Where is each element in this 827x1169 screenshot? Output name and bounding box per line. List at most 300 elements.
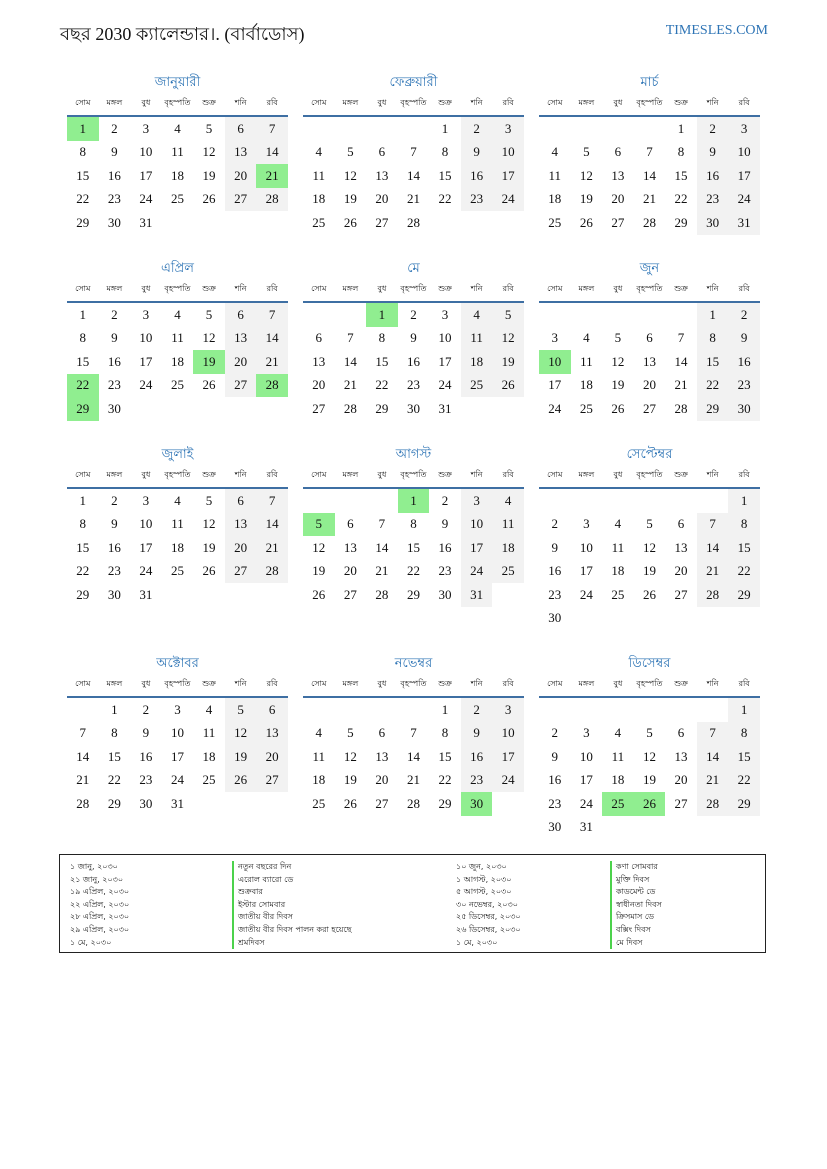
day-cell: 10	[579, 539, 593, 555]
empty-cell	[335, 303, 367, 327]
day-cell: 29	[406, 586, 420, 602]
day-cell: 27	[343, 586, 357, 602]
day-cell: 21	[406, 772, 420, 788]
day-grid	[67, 698, 288, 816]
day-cell: 2	[728, 303, 760, 327]
day-cell: 8	[728, 513, 760, 537]
day-cell: 8	[441, 725, 449, 741]
day-cell: 5	[646, 516, 653, 532]
day-cell: 15	[107, 748, 121, 764]
day-cell: 10	[139, 330, 153, 346]
day-cell: 19	[202, 539, 216, 555]
day-cell: 21	[642, 191, 656, 207]
day-cell: 28	[256, 188, 288, 212]
day-cell: 17	[492, 745, 524, 769]
day-cell: 22	[107, 772, 121, 788]
day-cell: 27	[225, 560, 257, 584]
day-cell: 17	[438, 353, 452, 369]
day-cell: 18	[170, 167, 184, 183]
legend-holiday-name: শুক্রবার	[232, 886, 352, 899]
site-link[interactable]: TIMESLES.COM	[665, 23, 768, 38]
day-cell: 4	[614, 725, 622, 741]
day-cell: 28	[674, 400, 688, 416]
empty-cell	[665, 698, 697, 722]
month-name: অক্টোবর	[156, 655, 199, 670]
day-cell: 28	[76, 795, 90, 811]
weekday-label: বুধ	[141, 679, 151, 688]
month-name: এপ্রিল	[161, 260, 194, 275]
day-cell: 29	[674, 214, 688, 230]
day-cell: 31	[139, 586, 153, 602]
day-cell: 30	[107, 400, 121, 416]
weekday-label: শনি	[234, 284, 247, 293]
day-cell: 29	[728, 583, 760, 607]
day-cell: 11	[492, 513, 524, 537]
month-block	[67, 651, 288, 831]
month-name: মে	[407, 260, 420, 275]
day-grid	[539, 489, 760, 630]
weekday-label: শুক্র	[202, 284, 216, 293]
day-cell: 17	[170, 748, 184, 764]
day-cell: 19	[343, 772, 357, 788]
day-cell: 6	[614, 144, 622, 160]
legend-holiday-name: ইস্টার সোমবার	[232, 899, 352, 912]
day-cell: 2	[461, 698, 493, 722]
day-cell: 7	[410, 144, 417, 160]
day-cell: 22	[674, 191, 688, 207]
day-cell: 28	[343, 400, 357, 416]
legend-holiday-name: কাডমেন্ট ডে	[610, 886, 662, 899]
day-cell: 30	[107, 586, 121, 602]
day-cell: 12	[202, 330, 216, 346]
day-cell: 24	[492, 769, 524, 793]
day-cell: 10	[461, 513, 493, 537]
day-cell: 17	[579, 772, 593, 788]
weekday-header	[67, 97, 288, 117]
day-cell: 7	[697, 722, 729, 746]
month-block	[67, 70, 288, 250]
legend-date: ২৫ ডিসেম্বর, ২০৩০	[456, 912, 521, 922]
day-cell: 21	[76, 772, 90, 788]
day-cell: 4	[205, 701, 213, 717]
day-grid	[539, 698, 760, 839]
day-cell: 8	[79, 516, 87, 532]
day-cell: 24	[492, 188, 524, 212]
day-cell: 5	[492, 303, 524, 327]
day-cell: 23	[107, 563, 121, 579]
day-cell: 26	[202, 563, 216, 579]
day-cell: 15	[375, 353, 389, 369]
day-cell: 15	[728, 745, 760, 769]
empty-cell	[571, 698, 603, 722]
day-cell: 24	[139, 377, 153, 393]
weekday-label: বুধ	[613, 470, 623, 479]
legend-names-col-2	[610, 861, 662, 949]
day-cell: 11	[611, 539, 625, 555]
empty-cell	[602, 489, 634, 513]
month-name: আগস্ট	[395, 446, 432, 461]
day-cell: 30	[406, 400, 420, 416]
day-cell: 17	[579, 563, 593, 579]
day-cell: 31	[170, 795, 184, 811]
day-cell: 8	[378, 330, 386, 346]
day-cell: 28	[642, 214, 656, 230]
legend-holiday-name: ক্রিসমাস ডে	[610, 911, 662, 924]
day-cell: 23	[107, 191, 121, 207]
month-name: মার্চ	[640, 74, 659, 89]
day-cell: 20	[375, 191, 389, 207]
day-cell: 1	[728, 698, 760, 722]
day-cell: 16	[461, 164, 493, 188]
day-cell: 13	[225, 141, 257, 165]
day-cell: 30	[697, 211, 729, 235]
day-cell: 20	[225, 350, 257, 374]
holiday-day-cell: 19	[193, 350, 225, 374]
day-cell: 28	[697, 792, 729, 816]
day-cell: 13	[642, 353, 656, 369]
weekday-label: বুধ	[613, 679, 623, 688]
day-cell: 7	[256, 303, 288, 327]
day-cell: 7	[697, 513, 729, 537]
day-cell: 5	[583, 144, 590, 160]
day-cell: 30	[548, 819, 562, 835]
day-cell: 12	[225, 722, 257, 746]
day-cell: 15	[438, 748, 452, 764]
day-cell: 13	[674, 539, 688, 555]
day-grid	[303, 698, 524, 816]
weekday-label: মঙ্গল	[106, 470, 123, 479]
day-cell: 1	[441, 120, 449, 136]
day-cell: 28	[406, 214, 420, 230]
weekday-header	[303, 469, 524, 489]
day-cell: 25	[579, 400, 593, 416]
weekday-label: বুধ	[377, 679, 387, 688]
day-cell: 11	[312, 167, 326, 183]
day-cell: 2	[410, 306, 417, 322]
weekday-header	[539, 469, 760, 489]
day-cell: 4	[461, 303, 493, 327]
holiday-day-cell: 1	[398, 489, 430, 513]
day-cell: 21	[697, 560, 729, 584]
day-cell: 29	[438, 795, 452, 811]
month-block	[303, 442, 524, 622]
weekday-label: রবি	[738, 470, 750, 479]
legend-holiday-name: শ্রমদিবস	[232, 937, 352, 950]
day-cell: 29	[107, 795, 121, 811]
empty-cell	[697, 698, 729, 722]
empty-cell	[602, 117, 634, 141]
day-cell: 1	[111, 701, 118, 717]
weekday-label: শনি	[470, 284, 483, 293]
day-cell: 16	[438, 539, 452, 555]
day-cell: 27	[256, 769, 288, 793]
weekday-label: শনি	[470, 679, 483, 688]
weekday-header	[67, 283, 288, 303]
day-cell: 28	[406, 795, 420, 811]
day-cell: 3	[728, 117, 760, 141]
day-cell: 8	[79, 144, 87, 160]
day-cell: 26	[312, 586, 326, 602]
weekday-label: শুক্র	[438, 98, 452, 107]
day-cell: 21	[256, 536, 288, 560]
day-cell: 18	[312, 191, 326, 207]
day-cell: 6	[225, 489, 257, 513]
day-cell: 25	[611, 586, 625, 602]
day-cell: 20	[225, 536, 257, 560]
day-cell: 27	[225, 374, 257, 398]
day-cell: 5	[646, 725, 653, 741]
day-cell: 5	[205, 492, 213, 508]
weekday-label: শনি	[470, 470, 483, 479]
day-cell: 9	[461, 722, 493, 746]
weekday-label: সোম	[311, 679, 327, 688]
day-cell: 22	[76, 563, 90, 579]
day-cell: 16	[548, 772, 562, 788]
day-cell: 3	[142, 120, 150, 136]
day-cell: 13	[312, 353, 326, 369]
day-cell: 22	[438, 772, 452, 788]
legend-holiday-name: নতুন বছরের দিন	[232, 861, 352, 874]
day-cell: 22	[76, 191, 90, 207]
weekday-label: রবি	[266, 679, 278, 688]
day-cell: 10	[492, 141, 524, 165]
day-cell: 27	[611, 214, 625, 230]
day-cell: 12	[642, 748, 656, 764]
day-cell: 17	[139, 353, 153, 369]
day-cell: 14	[674, 353, 688, 369]
empty-cell	[539, 698, 571, 722]
day-cell: 8	[697, 327, 729, 351]
day-cell: 13	[343, 539, 357, 555]
day-cell: 18	[492, 536, 524, 560]
day-cell: 27	[674, 795, 688, 811]
day-cell: 5	[205, 120, 213, 136]
day-cell: 18	[461, 350, 493, 374]
day-cell: 26	[492, 374, 524, 398]
day-cell: 11	[171, 330, 184, 346]
day-cell: 5	[614, 330, 622, 346]
day-cell: 24	[579, 586, 593, 602]
day-cell: 25	[170, 191, 184, 207]
empty-cell	[665, 303, 697, 327]
day-cell: 15	[76, 539, 90, 555]
day-cell: 12	[611, 353, 625, 369]
day-cell: 26	[579, 214, 593, 230]
day-cell: 20	[642, 377, 656, 393]
day-cell: 13	[256, 722, 288, 746]
weekday-label: বৃহস্পতি	[636, 284, 663, 293]
day-cell: 6	[225, 117, 257, 141]
weekday-label: বৃহস্পতি	[164, 679, 191, 688]
month-name: জুন	[639, 260, 660, 275]
day-cell: 25	[548, 214, 562, 230]
day-cell: 9	[410, 330, 417, 346]
day-cell: 21	[256, 350, 288, 374]
legend-dates-col-1	[70, 861, 129, 949]
weekday-label: শুক্র	[674, 98, 688, 107]
month-name: সেপ্টেম্বর	[626, 446, 673, 461]
holiday-day-cell: 10	[539, 350, 571, 374]
legend-date: ১৯ এপ্রিল, ২০৩০	[70, 887, 130, 897]
page-title: বছর 2030 ক্যালেন্ডার।. (বার্বাডোস)	[60, 24, 305, 44]
day-cell: 7	[256, 489, 288, 513]
weekday-label: বৃহস্পতি	[164, 284, 191, 293]
weekday-label: শুক্র	[674, 679, 688, 688]
day-cell: 19	[343, 191, 357, 207]
day-cell: 23	[139, 772, 153, 788]
day-cell: 11	[461, 327, 493, 351]
day-cell: 11	[202, 725, 216, 741]
holiday-day-cell: 21	[256, 164, 288, 188]
month-block	[303, 70, 524, 250]
day-cell: 3	[583, 516, 590, 532]
day-cell: 15	[674, 167, 688, 183]
day-cell: 18	[611, 772, 625, 788]
weekday-header	[67, 678, 288, 698]
day-cell: 27	[225, 188, 257, 212]
day-cell: 2	[551, 725, 559, 741]
legend-date: ৩০ নভেম্বর, ২০৩০	[456, 899, 518, 909]
day-cell: 24	[548, 400, 562, 416]
empty-cell	[602, 698, 634, 722]
day-cell: 17	[728, 164, 760, 188]
day-cell: 19	[312, 563, 326, 579]
day-cell: 9	[551, 539, 559, 555]
empty-cell	[335, 117, 367, 141]
day-cell: 29	[697, 397, 729, 421]
day-cell: 21	[674, 377, 688, 393]
weekday-label: মঙ্গল	[106, 679, 123, 688]
day-cell: 16	[406, 353, 420, 369]
weekday-label: শুক্র	[674, 284, 688, 293]
day-cell: 17	[548, 377, 562, 393]
day-cell: 4	[583, 330, 590, 346]
day-cell: 20	[225, 164, 257, 188]
empty-cell	[398, 117, 430, 141]
day-cell: 6	[646, 330, 653, 346]
legend-dates-col-2	[456, 861, 521, 949]
weekday-label: মঙ্গল	[578, 284, 595, 293]
day-cell: 29	[76, 586, 90, 602]
day-cell: 6	[347, 516, 354, 532]
month-block	[539, 442, 760, 626]
day-cell: 2	[551, 516, 559, 532]
weekday-label: সোম	[547, 98, 563, 107]
weekday-label: শনি	[706, 98, 719, 107]
day-cell: 26	[343, 214, 357, 230]
day-cell: 12	[202, 516, 216, 532]
day-cell: 24	[139, 191, 153, 207]
holiday-legend	[59, 854, 766, 953]
weekday-header	[303, 283, 524, 303]
day-cell: 23	[461, 188, 493, 212]
day-cell: 4	[315, 144, 323, 160]
weekday-label: বৃহস্পতি	[400, 98, 427, 107]
month-block	[67, 442, 288, 622]
weekday-label: সোম	[311, 284, 327, 293]
legend-holiday-name: জাতীয় বীর দিবস	[232, 911, 352, 924]
day-cell: 1	[441, 701, 449, 717]
day-cell: 11	[171, 516, 184, 532]
day-cell: 5	[347, 144, 354, 160]
day-cell: 9	[551, 748, 559, 764]
weekday-label: বৃহস্পতি	[636, 470, 663, 479]
legend-names-col-1	[232, 861, 352, 949]
legend-holiday-name: স্বাধীনতা দিবস	[610, 899, 662, 912]
day-cell: 9	[111, 144, 118, 160]
day-cell: 21	[343, 377, 357, 393]
weekday-label: রবি	[502, 679, 514, 688]
day-cell: 22	[406, 563, 420, 579]
day-cell: 27	[312, 400, 326, 416]
legend-date: ২১ জানু, ২০৩০	[70, 874, 124, 884]
weekday-label: শনি	[706, 679, 719, 688]
day-cell: 17	[139, 167, 153, 183]
weekday-label: রবি	[266, 98, 278, 107]
weekday-label: মঙ্গল	[342, 679, 359, 688]
weekday-header	[539, 678, 760, 698]
empty-cell	[634, 303, 666, 327]
day-cell: 7	[677, 330, 685, 346]
weekday-label: শনি	[706, 284, 719, 293]
weekday-label: শনি	[234, 679, 247, 688]
day-grid	[303, 117, 524, 235]
day-cell: 19	[611, 377, 625, 393]
day-cell: 11	[171, 144, 184, 160]
day-cell: 10	[438, 330, 452, 346]
weekday-label: বুধ	[377, 470, 387, 479]
day-cell: 4	[614, 516, 622, 532]
day-cell: 18	[170, 353, 184, 369]
holiday-day-cell: 1	[67, 117, 99, 141]
legend-holiday-name: মে দিবস	[610, 937, 662, 950]
weekday-label: সোম	[311, 98, 327, 107]
day-cell: 13	[375, 748, 389, 764]
weekday-label: রবি	[266, 284, 278, 293]
day-cell: 22	[697, 374, 729, 398]
day-cell: 10	[492, 722, 524, 746]
weekday-label: বুধ	[141, 284, 151, 293]
day-cell: 15	[438, 167, 452, 183]
day-cell: 9	[461, 141, 493, 165]
weekday-header	[67, 469, 288, 489]
day-cell: 14	[343, 353, 357, 369]
day-cell: 8	[79, 330, 87, 346]
day-cell: 8	[441, 144, 449, 160]
holiday-day-cell: 26	[634, 792, 666, 816]
day-cell: 21	[375, 563, 389, 579]
day-cell: 14	[406, 167, 420, 183]
day-cell: 11	[548, 167, 562, 183]
day-cell: 9	[142, 725, 150, 741]
day-cell: 20	[312, 377, 326, 393]
day-cell: 6	[225, 303, 257, 327]
day-cell: 31	[579, 819, 593, 835]
weekday-label: সোম	[547, 679, 563, 688]
day-cell: 6	[677, 516, 685, 532]
day-grid	[303, 489, 524, 607]
holiday-day-cell: 25	[602, 792, 634, 816]
day-cell: 25	[312, 795, 326, 811]
day-cell: 3	[142, 306, 150, 322]
day-cell: 7	[256, 117, 288, 141]
weekday-label: মঙ্গল	[342, 284, 359, 293]
legend-holiday-name: জাতীয় বীর দিবস পালন করা হয়েছে	[232, 924, 352, 937]
month-block	[67, 256, 288, 436]
day-cell: 1	[79, 492, 87, 508]
empty-cell	[634, 698, 666, 722]
empty-cell	[634, 489, 666, 513]
